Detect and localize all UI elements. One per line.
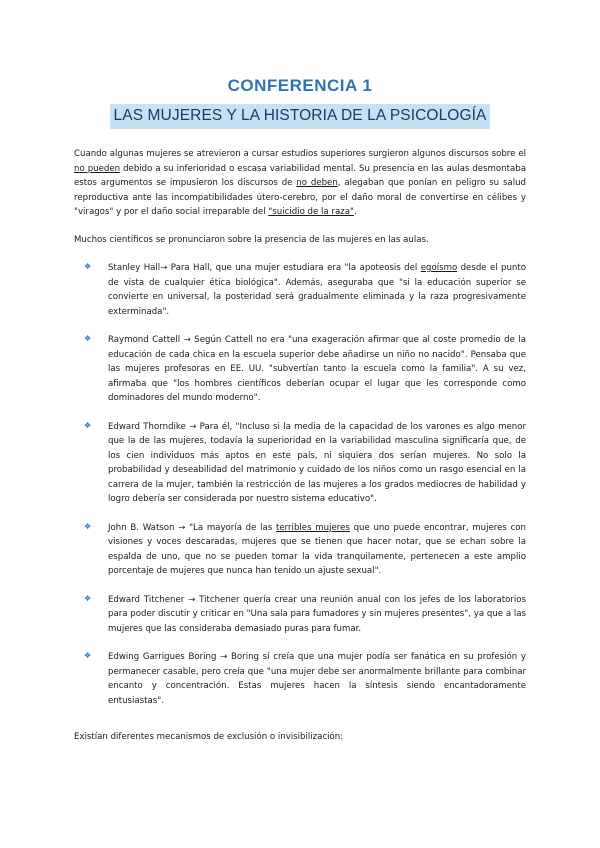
item-underline: terribles mujeres	[275, 522, 350, 533]
page-title: CONFERENCIA 1	[227, 76, 373, 95]
lead-paragraph: Muchos científicos se pronunciaron sobre la presencia de las mujeres en las aulas.	[74, 234, 429, 245]
item-text-a: John B. Watson → "La mayoría de las	[108, 522, 276, 533]
list-item-text	[108, 261, 526, 319]
list-item-boring	[74, 650, 526, 708]
item-text-a: Raymond Cattell → Según Cattell no era "una exageración afirmar que al coste promedio de la educación de cada chica en la escuela superior debe añadirse un niño no nacido". Pensaba que las mujeres profesoras en EE. UU. "subvertían tanto la escuela como la familia". A su vez, afirmaba que "los hombres científicos deberían ocupar el lugar que les corresponde como dominadores del mundo moderno".	[108, 335, 526, 403]
item-text-b: que uno puede encontrar, mujeres con visiones y voces descaradas, mujeres que se tienen que hacer notar, que se echan sobre la espalda de uno, que no se pueden tomar la vida tranquilamente, pertenecen a este amplio porcentaje de mujeres que nunca han tenido un ajuste sexual".	[108, 522, 526, 576]
page-subtitle: LAS MUJERES Y LA HISTORIA DE LA PSICOLOGÍA	[110, 104, 491, 129]
list-item-titchener	[74, 593, 526, 637]
diamond-bullet-icon: ❖	[84, 420, 92, 430]
list-item-text	[108, 333, 526, 406]
intro-text-3: , alegaban que ponían en peligro su salud reproductiva ante las incompatibilidades útero-cerebro, por el daño moral de convertirse en célibes y "viragos" y por el daño social irreparable del	[74, 178, 526, 217]
list-item-text	[108, 521, 526, 579]
list-item-cattell	[74, 333, 526, 406]
diamond-bullet-icon: ❖	[84, 521, 92, 531]
list-item-text	[108, 593, 526, 637]
scientists-list	[74, 261, 526, 708]
list-item-text	[108, 420, 526, 507]
list-item-watson	[74, 521, 526, 579]
closing-paragraph: Existían diferentes mecanismos de exclusión o invisibilización:	[74, 732, 344, 742]
intro-text-1: Cuando algunas mujeres se atrevieron a cursar estudios superiores surgieron algunos discursos sobre el	[74, 149, 526, 159]
intro-paragraph	[74, 147, 526, 220]
item-text-a: Edward Thorndike → Para él, "Incluso si la media de la capacidad de los varones es algo menor que la de las mujeres, todavía la superioridad en la variabilidad masculina significaría que, de los cien individuos más aptos en este país, ni siquiera dos serían mujeres. No solo la probabilidad y deseabilidad del matrimonio y cuidado de los niños como un rasgo esencial en la carrera de la mujer, también la restricción de las mujeres a los grados mediocres de habilidad y logro debería ser considerada por nuestro sistema educativo".	[108, 421, 526, 504]
item-text-a: Stanley Hall→ Para Hall, que una mujer estudiara era "la apoteosis del	[108, 263, 421, 273]
document-page	[74, 76, 526, 745]
diamond-bullet-icon: ❖	[84, 651, 92, 660]
list-item-thorndike	[74, 420, 526, 507]
list-item-hall	[74, 261, 526, 319]
intro-underline-no-pueden: no pueden	[74, 163, 121, 174]
list-item-text	[108, 650, 526, 708]
intro-underline-suicidio: "suicidio de la raza"	[268, 207, 354, 217]
diamond-bullet-icon: ❖	[84, 593, 92, 603]
item-text-a: Edwing Garrigues Boring → Boring sí creía que una mujer podía ser fanática en su profesión y permanecer casable, pero creía que "una mujer debe ser anormalmente brillante para combinar encanto y concentración. Estas mujeres hacen la síntesis siendo encantadoramente entusiastas".	[108, 652, 526, 706]
item-text-a: Edward Titchener → Titchener quería crear una reunión anual con los jefes de los laboratorios para poder discutir y criticar en "Una sala para fumadores y sin mujeres presentes", ya que a las mujeres que las consideraba demasiado puras para fumar.	[108, 594, 526, 634]
intro-text-4: .	[353, 207, 357, 217]
diamond-bullet-icon: ❖	[84, 334, 92, 343]
diamond-bullet-icon: ❖	[84, 262, 92, 271]
intro-underline-no-deben: no deben	[296, 178, 338, 188]
item-text-b: desde el punto de vista de cualquier ética biológica". Además, aseguraba que "si la educación superior se convierte en universal, la posteridad será gradualmente eliminada y la raza progresivamente exterminada".	[108, 263, 526, 317]
intro-text-2: debido a su inferioridad o escasa variabilidad mental. Su presencia en las aulas desmontaba estos argumentos se impusieron los discursos de	[74, 163, 526, 188]
subtitle-wrap	[74, 104, 526, 129]
item-underline: egoísmo	[420, 263, 458, 273]
